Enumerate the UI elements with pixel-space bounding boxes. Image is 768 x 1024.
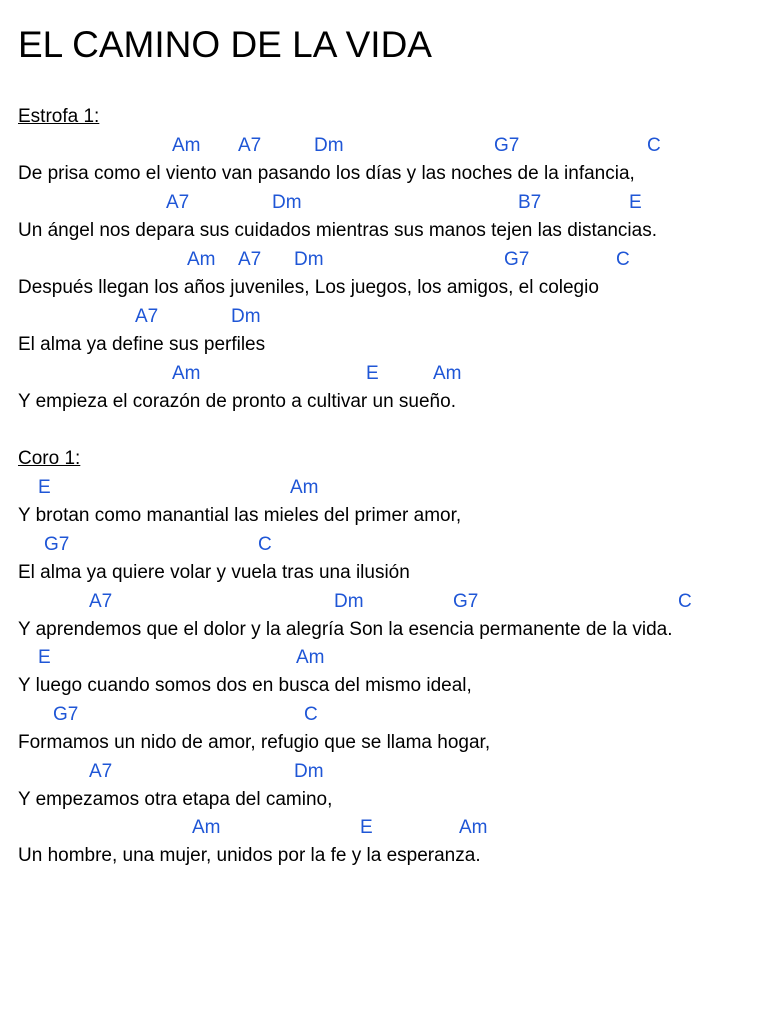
chord: E bbox=[629, 192, 642, 213]
chord: Am bbox=[433, 363, 462, 384]
chord: Am bbox=[187, 249, 216, 270]
chord: G7 bbox=[453, 591, 479, 612]
chord: Dm bbox=[314, 135, 344, 156]
lyric-line: Un ángel nos depara sus cuidados mientras sus manos tejen las distancias. bbox=[18, 220, 657, 241]
chord: E bbox=[38, 477, 51, 498]
chord: A7 bbox=[89, 591, 113, 612]
lyric-line: Y brotan como manantial las mieles del primer amor, bbox=[18, 505, 462, 526]
chord: Am bbox=[172, 363, 201, 384]
lyric-line: Y aprendemos que el dolor y la alegría Son la esencia permanente de la vida. bbox=[18, 619, 673, 640]
chord: Am bbox=[296, 647, 325, 668]
lyric-line: Y luego cuando somos dos en busca del mismo ideal, bbox=[18, 675, 472, 696]
chord: E bbox=[38, 647, 51, 668]
chord: Dm bbox=[231, 306, 261, 327]
chord: B7 bbox=[518, 192, 542, 213]
chord: A7 bbox=[238, 249, 262, 270]
lyric-line: Un hombre, una mujer, unidos por la fe y la esperanza. bbox=[18, 845, 481, 866]
lyric-line: El alma ya quiere volar y vuela tras una ilusión bbox=[18, 562, 410, 583]
chord: C bbox=[258, 534, 272, 555]
chord: Am bbox=[192, 817, 221, 838]
chord: Dm bbox=[272, 192, 302, 213]
chord: C bbox=[647, 135, 661, 156]
lyric-line: Después llegan los años juveniles, Los juegos, los amigos, el colegio bbox=[18, 277, 599, 298]
chord: G7 bbox=[44, 534, 70, 555]
chord: A7 bbox=[135, 306, 159, 327]
chord: A7 bbox=[238, 135, 262, 156]
section-heading-coro: Coro 1: bbox=[18, 448, 81, 469]
chord: G7 bbox=[504, 249, 530, 270]
chord: Am bbox=[290, 477, 319, 498]
chord: A7 bbox=[166, 192, 190, 213]
chord: Am bbox=[459, 817, 488, 838]
chord: C bbox=[678, 591, 692, 612]
lyric-line: El alma ya define sus perfiles bbox=[18, 334, 266, 355]
song-title: EL CAMINO DE LA VIDA bbox=[18, 24, 432, 65]
section-heading-estrofa: Estrofa 1: bbox=[18, 106, 100, 127]
chord: G7 bbox=[53, 704, 79, 725]
chord: E bbox=[366, 363, 379, 384]
chord: G7 bbox=[494, 135, 520, 156]
chord: C bbox=[616, 249, 630, 270]
lyric-line: De prisa como el viento van pasando los días y las noches de la infancia, bbox=[18, 163, 635, 184]
chord: Dm bbox=[294, 761, 324, 782]
lyric-line: Formamos un nido de amor, refugio que se llama hogar, bbox=[18, 732, 491, 753]
chord: Dm bbox=[334, 591, 364, 612]
chord: Dm bbox=[294, 249, 324, 270]
chord: A7 bbox=[89, 761, 113, 782]
lyric-line: Y empezamos otra etapa del camino, bbox=[18, 789, 333, 810]
lyric-line: Y empieza el corazón de pronto a cultivar un sueño. bbox=[18, 391, 456, 412]
chord: Am bbox=[172, 135, 201, 156]
chord: C bbox=[304, 704, 318, 725]
chord: E bbox=[360, 817, 373, 838]
